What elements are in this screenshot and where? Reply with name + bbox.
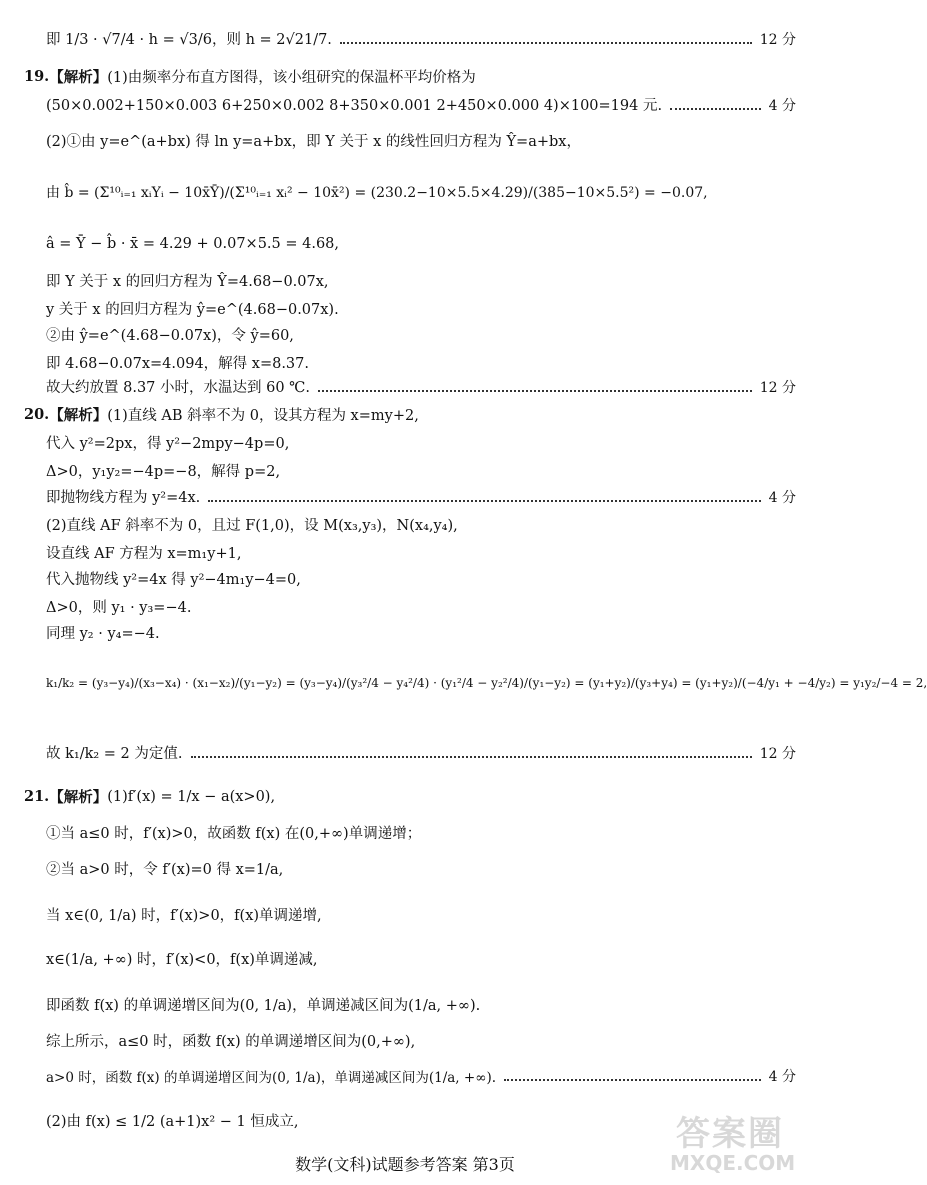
score-badge: 4 分 [768, 97, 796, 114]
page-footer: 数学(文科)试题参考答案 第3页 [295, 1155, 515, 1174]
leader-dots [208, 500, 760, 502]
analysis-tag: 【解析】 [49, 407, 108, 424]
line-10: 故大约放置 8.37 小时，水温达到 60 ℃. 12 分 [46, 376, 796, 397]
line-30: (2)由 f(x) ≤ 1/2 (a+1)x² − 1 恒成立, [46, 1114, 299, 1130]
leader-dots [191, 756, 752, 758]
analysis-tag: 【解析】 [49, 789, 108, 806]
score-badge: 4 分 [768, 1069, 796, 1085]
watermark-domain: MXQE.COM [670, 1151, 796, 1175]
score-badge: 4 分 [768, 489, 796, 506]
line-20: k₁/k₂ = (y₃−y₄)/(x₃−x₄) · (x₁−x₂)/(y₁−y₂) = (y₃−y₄)/(y₃²/4 − y₄²/4) · (y₁²/4 − y₂²/4)/(y₁−y₂) = (y₁+y₂)/(y₃+y₄) = (y₁+y₂)/(−4/y₁ + −4/y₂) = y₁y₂/−4 = 2, [46, 676, 927, 690]
score-badge: 12 分 [759, 379, 796, 396]
score-badge: 12 分 [759, 745, 796, 762]
question-number: 19. [24, 68, 50, 85]
score-badge: 12 分 [759, 31, 796, 48]
question-number: 20. [24, 406, 50, 423]
line-16: 设直线 AF 方程为 x=m₁y+1, [46, 546, 242, 562]
question-number: 21. [24, 788, 50, 805]
line-18: Δ>0，则 y₁ · y₃=−4. [46, 600, 192, 616]
question-20-heading: 20. 【解析】 (1)直线 AB 斜率不为 0，设其方程为 x=my+2, [24, 406, 419, 424]
line-28: 综上所示，a≤0 时，函数 f(x) 的单调递增区间为(0,+∞), [46, 1034, 416, 1050]
line-25: 当 x∈(0, 1/a) 时，f′(x)>0，f(x)单调递增, [46, 908, 322, 924]
line-23: ①当 a≤0 时，f′(x)>0，故函数 f(x) 在(0,+∞)单调递增； [46, 826, 422, 842]
line-6: 即 Y 关于 x 的回归方程为 Ŷ=4.68−0.07x, [46, 274, 329, 290]
leader-dots [670, 108, 761, 110]
line-17: 代入抛物线 y²=4x 得 y²−4m₁y−4=0, [46, 572, 301, 588]
watermark-text: 答案圈 [676, 1114, 784, 1154]
line-24: ②当 a>0 时，令 f′(x)=0 得 x=1/a, [46, 862, 284, 878]
watermark-logo [670, 1114, 796, 1175]
leader-dots [318, 390, 752, 392]
leader-dots [340, 42, 752, 44]
leader-dots [504, 1079, 761, 1081]
question-21-heading: 21. 【解析】 (1)f′(x) = 1/x − a(x>0), [24, 788, 276, 806]
line-15: (2)直线 AF 斜率不为 0，且过 F(1,0)，设 M(x₃,y₃)，N(x₄,y₄), [46, 518, 458, 534]
line-13: Δ>0，y₁y₂=−4p=−8，解得 p=2, [46, 464, 281, 480]
line-3: (2)①由 y=e^(a+bx) 得 ln y=a+bx，即 Y 关于 x 的线性回归方程为 Ŷ=a+bx， [46, 134, 581, 150]
line-14: 即抛物线方程为 y²=4x. 4 分 [46, 486, 796, 507]
line-12: 代入 y²=2px，得 y²−2mpy−4p=0, [46, 436, 290, 452]
line-2: (50×0.002+150×0.003 6+250×0.002 8+350×0.001 2+450×0.000 4)×100=194 元. 4 分 [46, 94, 796, 115]
line-8: ②由 ŷ=e^(4.68−0.07x)，令 ŷ=60, [46, 328, 294, 344]
line-29: a>0 时，函数 f(x) 的单调递增区间为(0, 1/a)，单调递减区间为(1/a, +∞). 4 分 [46, 1066, 796, 1086]
line-0: 即 1/3 · √7/4 · h = √3/6，则 h = 2√21/7. 12 分 [46, 28, 796, 49]
line-26: x∈(1/a, +∞) 时，f′(x)<0，f(x)单调递减, [46, 952, 318, 968]
line-9: 即 4.68−0.07x=4.094，解得 x=8.37. [46, 356, 309, 372]
line-19: 同理 y₂ · y₄=−4. [46, 626, 160, 642]
line-5: â = Ȳ − b̂ · x̄ = 4.29 + 0.07×5.5 = 4.68, [46, 236, 340, 252]
line-7: y 关于 x 的回归方程为 ŷ=e^(4.68−0.07x). [46, 302, 339, 318]
line-27: 即函数 f(x) 的单调递增区间为(0, 1/a)，单调递减区间为(1/a, +∞). [46, 998, 481, 1014]
question-19-heading: 19. 【解析】 (1)由频率分布直方图得，该小组研究的保温杯平均价格为 [24, 68, 476, 86]
analysis-tag: 【解析】 [49, 69, 108, 86]
line-21: 故 k₁/k₂ = 2 为定值. 12 分 [46, 742, 796, 763]
line-4: 由 b̂ = (Σ¹⁰ᵢ₌₁ xᵢYᵢ − 10x̄Ȳ)/(Σ¹⁰ᵢ₌₁ xᵢ² − 10x̄²) = (230.2−10×5.5×4.29)/(385−10×5.5²) = −0.07, [46, 185, 708, 201]
